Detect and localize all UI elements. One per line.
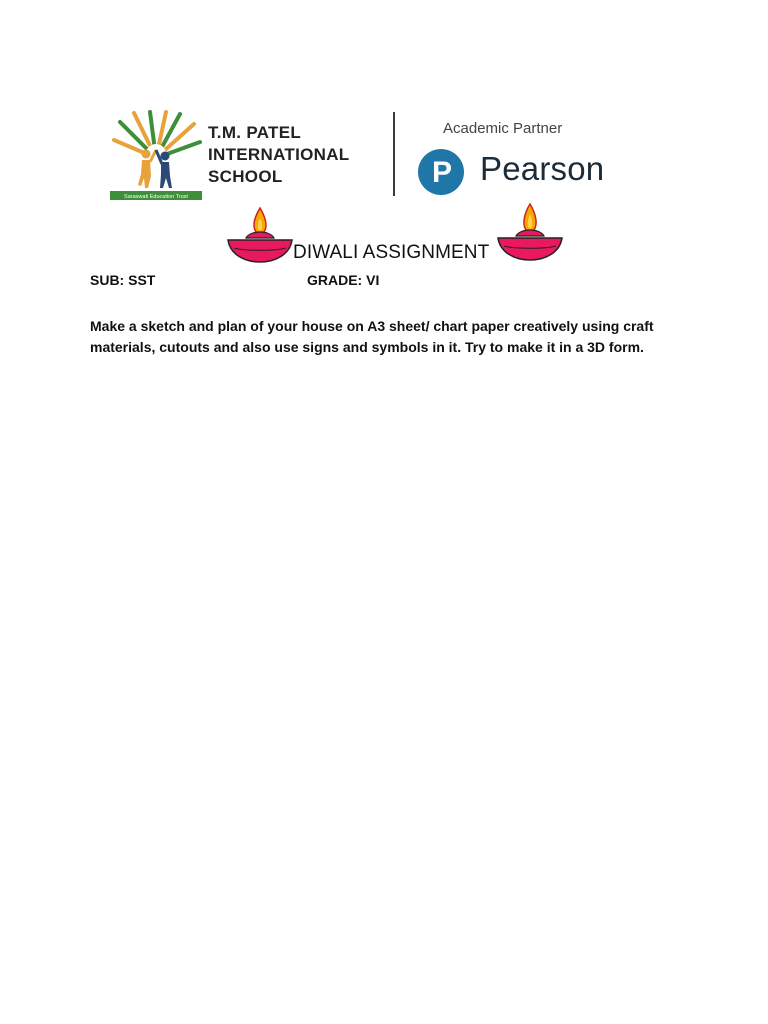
- diya-lamp-icon: [224, 204, 296, 268]
- letterhead: [110, 110, 620, 202]
- diya-lamp-icon: [494, 202, 566, 266]
- subject-label: SUB: SST: [90, 272, 156, 288]
- assignment-title: DIWALI ASSIGNMENT: [293, 242, 490, 263]
- school-name-line-2: INTERNATIONAL: [208, 145, 350, 164]
- assignment-instructions: Make a sketch and plan of your house on A3 sheet/ chart paper creatively using craft materials, cutouts and also use signs and symbols in it. Try to make it in a 3D form.: [90, 318, 654, 355]
- pearson-logo-letter: P: [431, 156, 453, 189]
- pearson-wordmark: Pearson: [480, 150, 605, 187]
- grade-label: GRADE: VI: [307, 272, 380, 288]
- pearson-logo-icon: [417, 148, 465, 196]
- school-name: [208, 122, 349, 188]
- academic-partner-label: Academic Partner: [443, 120, 563, 137]
- school-name-line-3: SCHOOL: [208, 167, 283, 186]
- emblem-caption: Saraswati Education Trust: [124, 194, 188, 200]
- school-emblem-logo: [110, 110, 202, 200]
- header-divider: [393, 112, 395, 196]
- school-name-line-1: T.M. PATEL: [208, 123, 302, 142]
